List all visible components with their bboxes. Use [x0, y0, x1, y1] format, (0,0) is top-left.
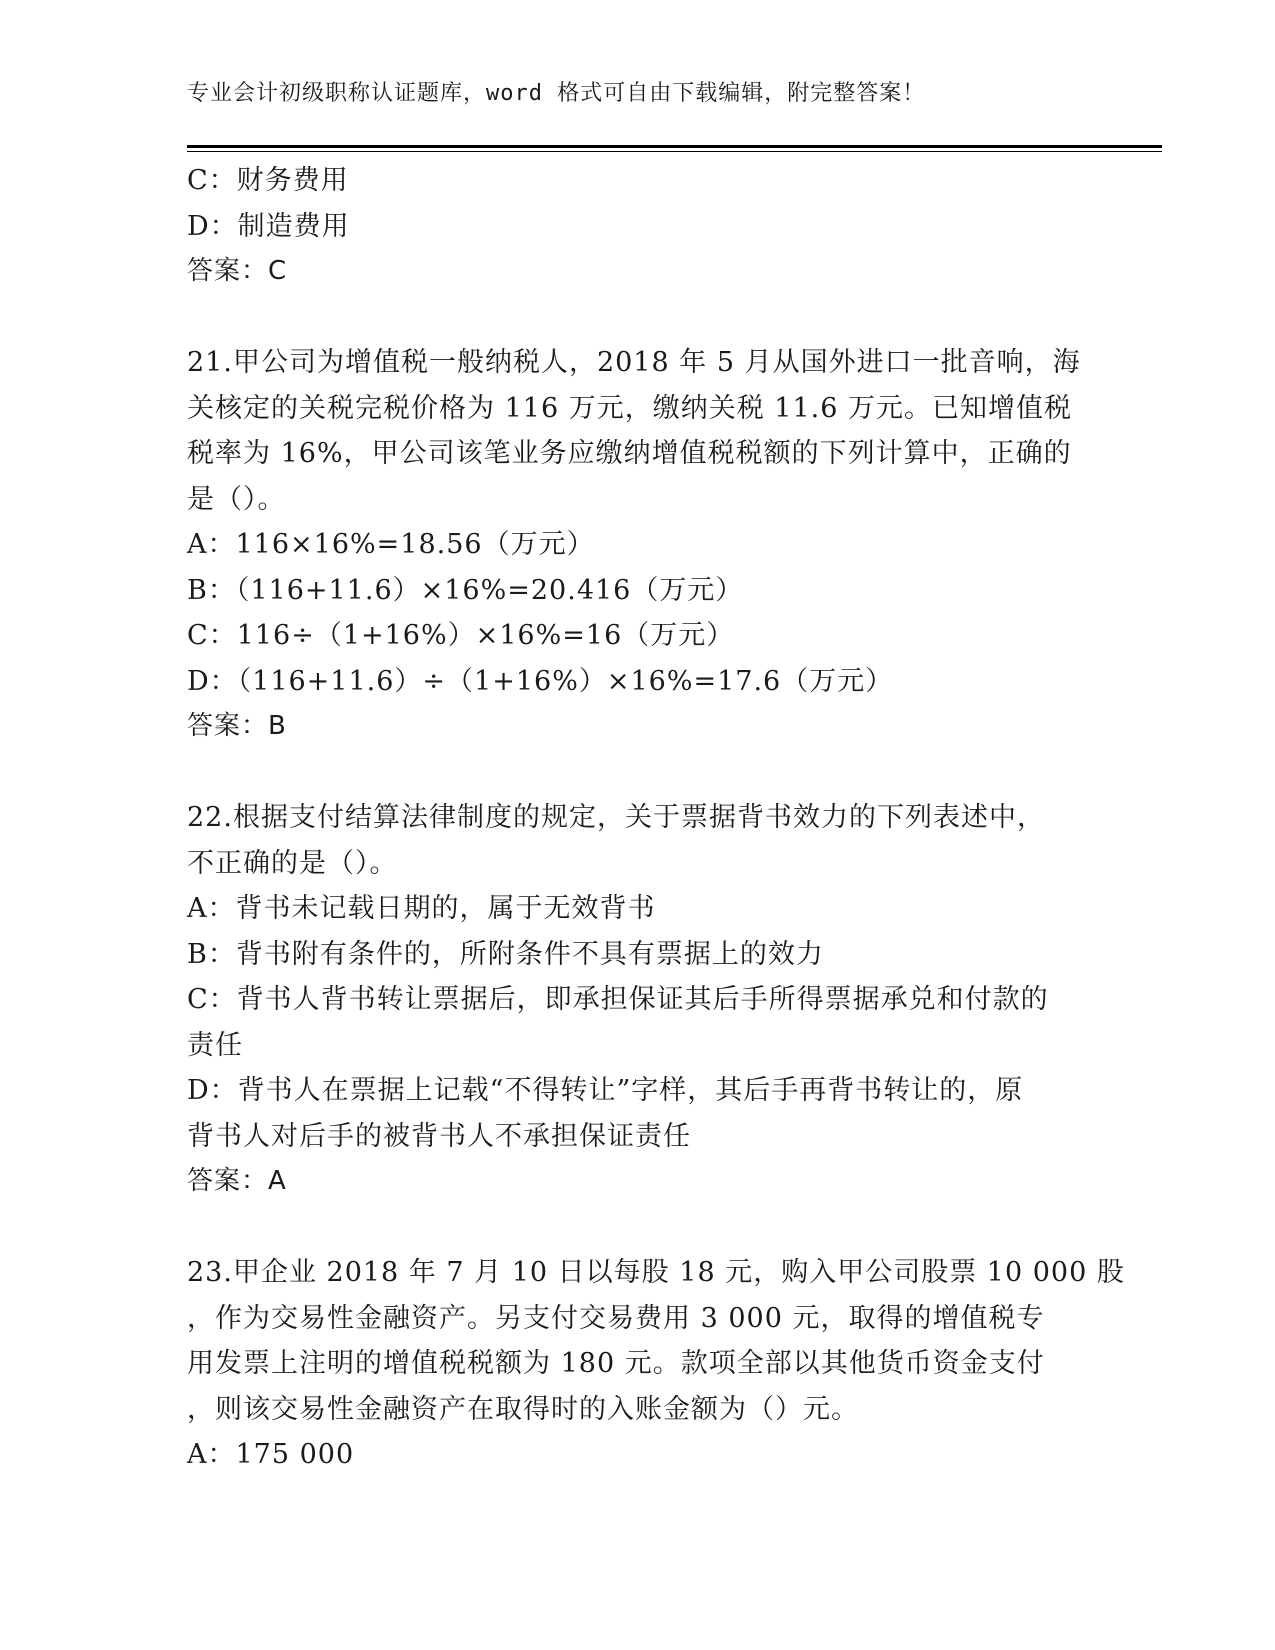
option-b: B：背书附有条件的，所附条件不具有票据上的效力	[187, 938, 824, 970]
option-c-continued: 责任	[187, 1029, 243, 1061]
question-stem-line: 22.根据支付结算法律制度的规定，关于票据背书效力的下列表述中，	[187, 802, 1045, 833]
question-stem-line: 用发票上注明的增值税税额为 180 元。款项全部以其他货币资金支付	[187, 1348, 1045, 1379]
question-stem-line: 21.甲公司为增值税一般纳税人，2018 年 5 月从国外进口一批音响，海	[187, 347, 1081, 378]
answer: 答案：C	[187, 256, 288, 286]
header-rule-thin	[187, 151, 1162, 152]
question-22	[187, 795, 1087, 1205]
document-body	[187, 158, 1125, 1478]
question-stem-line: 税率为 16%，甲公司该笔业务应缴纳增值税税额的下列计算中，正确的	[187, 438, 1072, 469]
option-b: B：（116+11.6）×16%=20.416（万元）	[187, 574, 744, 606]
question-21	[187, 340, 1087, 750]
spacer	[187, 295, 1087, 341]
option-c: C：116÷（1+16%）×16%=16（万元）	[187, 620, 735, 651]
answer: 答案：A	[187, 1166, 287, 1196]
question-stem-line: 23.甲企业 2018 年 7 月 10 日以每股 18 元，购入甲公司股票 10 000 股	[187, 1257, 1125, 1288]
spacer	[187, 750, 1087, 796]
answer: 答案：B	[187, 711, 287, 741]
option-d: D：（116+11.6）÷（1+16%）×16%=17.6（万元）	[187, 665, 894, 697]
option-c: C：财务费用	[187, 165, 349, 196]
option-d: D：制造费用	[187, 210, 350, 242]
question-stem-line: 不正确的是（）。	[187, 847, 398, 879]
option-a: A：背书未记载日期的，属于无效背书	[187, 893, 656, 924]
option-a: A：175 000	[187, 1439, 355, 1470]
question-23	[187, 1250, 1125, 1478]
option-d: D：背书人在票据上记载“不得转让”字样，其后手再背书转让的，原	[187, 1075, 1024, 1106]
question-stem-line: ，作为交易性金融资产。另支付交易费用 3 000 元，取得的增值税专	[187, 1302, 1045, 1334]
question-stem-line: 是（）。	[187, 483, 286, 515]
header-rule-thick	[187, 145, 1162, 148]
page-header: 专业会计初级职称认证题库，word 格式可自由下载编辑，附完整答案！	[187, 81, 926, 106]
question-stem-line: 关核定的关税完税价格为 116 万元，缴纳关税 11.6 万元。已知增值税	[187, 392, 1072, 424]
option-a: A：116×16%=18.56（万元）	[187, 529, 595, 560]
spacer	[187, 1205, 1087, 1251]
question-stem-line: ，则该交易性金融资产在取得时的入账金额为（）元。	[187, 1393, 859, 1425]
option-c: C：背书人背书转让票据后，即承担保证其后手所得票据承兑和付款的	[187, 984, 1049, 1015]
option-d-continued: 背书人对后手的被背书人不承担保证责任	[187, 1120, 691, 1152]
